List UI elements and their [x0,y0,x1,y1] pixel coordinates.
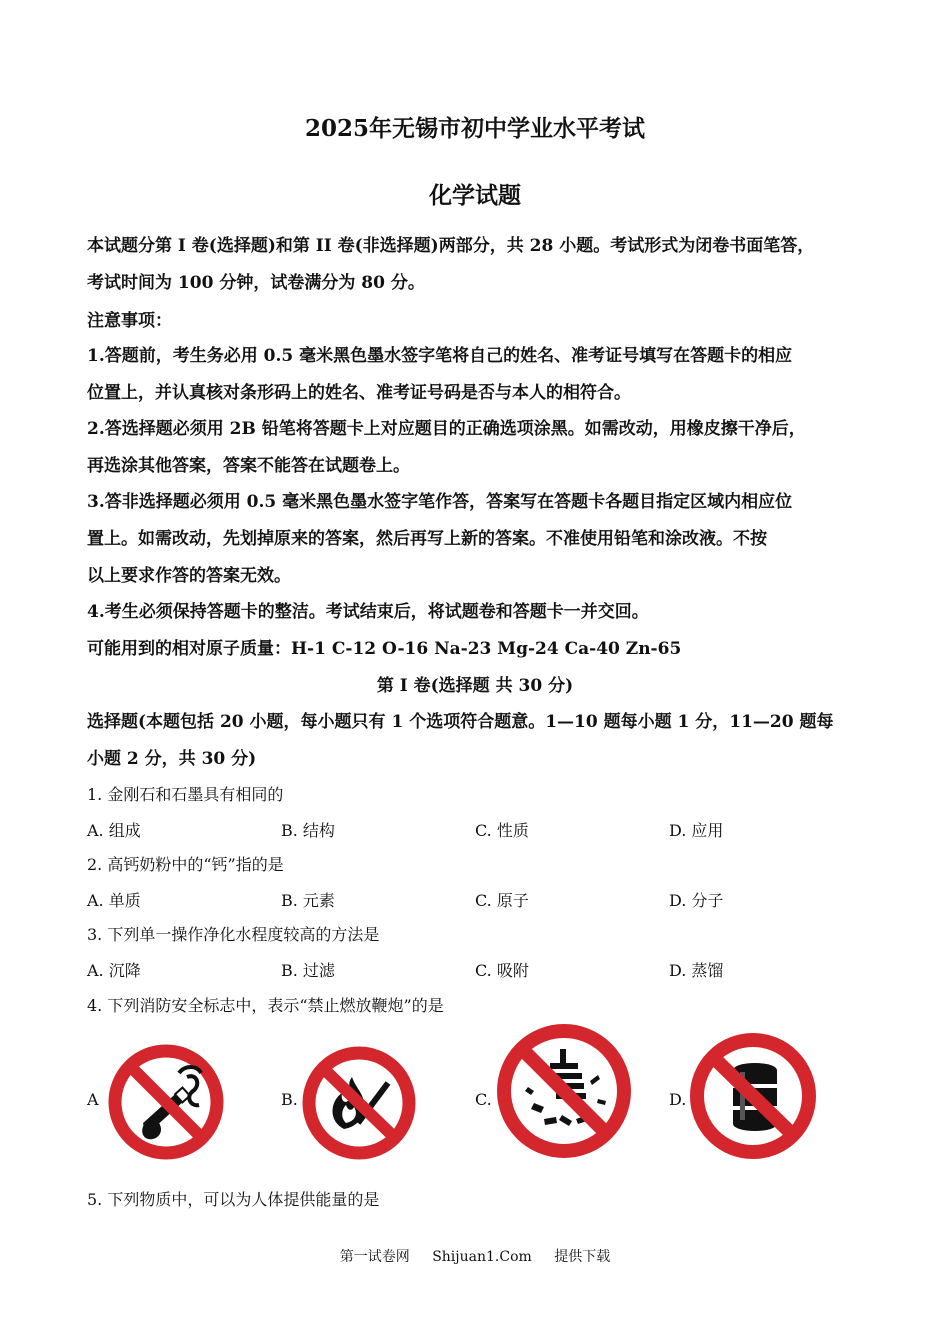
intro-line-2: 考试时间为 100 分钟，试卷满分为 80 分。 [87,273,425,293]
q4-option-a: A [87,1090,99,1109]
intro-line-1: 本试题分第 I 卷(选择题)和第 II 卷(非选择题)两部分，共 28 小题。考试形式为闭卷书面笔答， [87,236,815,256]
note-3b: 置上。如需改动，先划掉原来的答案，然后再写上新的答案。不准使用铅笔和涂改液。不按 [87,529,767,549]
no-open-flame-icon [300,1045,418,1165]
q2-option-a: A. 单质 [87,891,141,910]
q2-option-c: C. 原子 [475,891,529,910]
section-desc-1: 选择题(本题包括 20 小题，每小题只有 1 个选项符合题意。1—10 题每小题 1 分，11—20 题每 [87,712,834,732]
note-3c: 以上要求作答的答案无效。 [87,566,291,586]
q1-option-c: C. 性质 [475,821,529,840]
q1-option-a: A. 组成 [87,821,141,840]
note-1b: 位置上，并认真核对条形码上的姓名、准考证号码是否与本人的相符合。 [87,383,631,403]
note-3a: 3.答非选择题必须用 0.5 毫米黑色墨水签字笔作答，答案写在答题卡各题目指定区域内相应位 [87,492,793,512]
note-4: 4.考生必须保持答题卡的整洁。考试结束后，将试题卷和答题卡一并交回。 [87,602,649,622]
page-footer [0,1246,950,1266]
section-desc-2: 小题 2 分，共 30 分) [87,749,257,769]
q3-option-a: A. 沉降 [87,961,141,980]
q3-option-b: B. 过滤 [281,961,335,980]
q4-option-d: D. [669,1090,687,1109]
q3-option-d: D. 蒸馏 [669,961,724,980]
q2-option-b: B. 元素 [281,891,335,910]
note-2b: 再选涂其他答案，答案不能答在试题卷上。 [87,456,410,476]
exam-subject: 化学试题 [429,182,521,209]
q1-option-b: B. 结构 [281,821,335,840]
atomic-masses: 可能用到的相对原子质量：H-1 C-12 O-16 Na-23 Mg-24 Ca-40 Zn-65 [87,639,682,659]
note-1a: 1.答题前，考生务必用 0.5 毫米黑色墨水签字笔将自己的姓名、准考证号填写在答题卡的相应 [87,346,793,366]
section-title: 第 I 卷(选择题 共 30 分) [376,676,574,696]
question-5-stem: 5. 下列物质中，可以为人体提供能量的是 [87,1190,380,1209]
q4-option-c: C. [475,1090,492,1109]
exam-title: 2025年无锡市初中学业水平考试 [304,115,645,142]
question-2-stem: 2. 高钙奶粉中的“钙”指的是 [87,855,284,874]
question-3-stem: 3. 下列单一操作净化水程度较高的方法是 [87,925,380,944]
q4-option-b: B. [281,1090,298,1109]
notes-heading: 注意事项： [87,311,172,331]
q1-option-d: D. 应用 [669,821,724,840]
footer-domain: Shijuan1.Com [432,1249,532,1265]
no-smoking-icon [105,1043,227,1165]
question-1-stem: 1. 金刚石和石墨具有相同的 [87,785,284,804]
no-firecrackers-icon [494,1023,634,1163]
q2-option-d: D. 分子 [669,891,724,910]
no-flammable-barrel-icon [688,1032,818,1164]
note-2a: 2.答选择题必须用 2B 铅笔将答题卡上对应题目的正确选项涂黑。如需改动，用橡皮擦干净后， [87,419,806,439]
footer-note: 提供下载 [554,1249,611,1265]
question-4-stem: 4. 下列消防安全标志中，表示“禁止燃放鞭炮”的是 [87,996,444,1015]
q3-option-c: C. 吸附 [475,961,529,980]
footer-site: 第一试卷网 [339,1249,410,1265]
